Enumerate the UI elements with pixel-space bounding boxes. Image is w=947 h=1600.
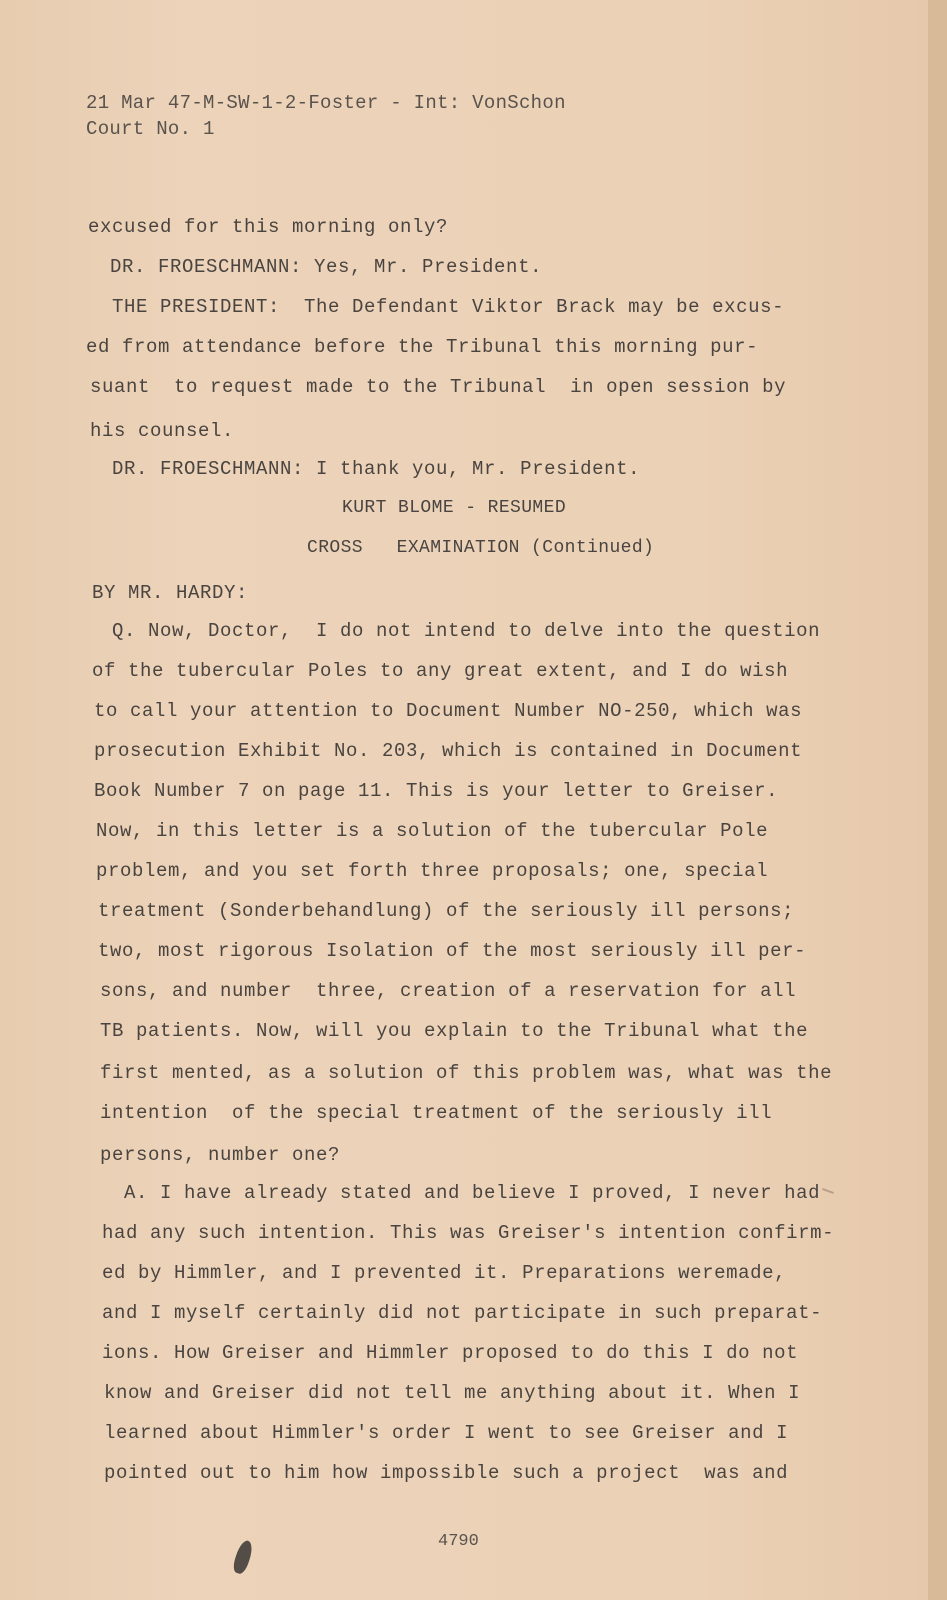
transcript-line: TB patients. Now, will you explain to the Tribunal what the <box>100 1020 809 1042</box>
header-line-2: Court No. 1 <box>86 118 215 140</box>
transcript-line: intention of the special treatment of the seriously ill <box>100 1102 773 1124</box>
transcript-line: Q. Now, Doctor, I do not intend to delve into the question <box>112 620 821 642</box>
page-edge <box>928 0 947 1600</box>
transcript-line: and I myself certainly did not participate in such preparat- <box>102 1302 823 1324</box>
transcript-line: problem, and you set forth three proposals; one, special <box>96 860 769 882</box>
transcript-line: Now, in this letter is a solution of the tubercular Pole <box>96 820 769 842</box>
transcript-line: to call your attention to Document Number NO-250, which was <box>94 700 803 722</box>
transcript-line: ed from attendance before the Tribunal this morning pur- <box>86 336 759 358</box>
transcript-line: ed by Himmler, and I prevented it. Preparations weremade, <box>102 1262 787 1284</box>
transcript-line: sons, and number three, creation of a reservation for all <box>100 980 797 1002</box>
pencil-mark <box>822 1188 834 1194</box>
transcript-line: treatment (Sonderbehandlung) of the seriously ill persons; <box>98 900 795 922</box>
transcript-line: suant to request made to the Tribunal in open session by <box>90 376 787 398</box>
transcript-line: A. I have already stated and believe I proved, I never had <box>124 1182 821 1204</box>
transcript-line: his counsel. <box>90 420 235 442</box>
section-subheading: CROSS EXAMINATION (Continued) <box>307 538 655 558</box>
transcript-line: of the tubercular Poles to any great extent, and I do wish <box>92 660 789 682</box>
transcript-line: ions. How Greiser and Himmler proposed to do this I do not <box>102 1342 799 1364</box>
ink-smudge <box>231 1539 255 1576</box>
transcript-line: BY MR. HARDY: <box>92 582 249 604</box>
transcript-line: pointed out to him how impossible such a project was and <box>104 1462 789 1484</box>
page-header <box>86 90 566 142</box>
transcript-line: two, most rigorous Isolation of the most seriously ill per- <box>98 940 807 962</box>
transcript-line: know and Greiser did not tell me anything about it. When I <box>104 1382 801 1404</box>
page-number: 4790 <box>438 1532 479 1551</box>
transcript-line: THE PRESIDENT: The Defendant Viktor Brack may be excus- <box>112 296 785 318</box>
transcript-line: first mented, as a solution of this problem was, what was the <box>100 1062 833 1084</box>
transcript-line: excused for this morning only? <box>88 216 449 238</box>
section-heading: KURT BLOME - RESUMED <box>342 498 567 518</box>
transcript-line: prosecution Exhibit No. 203, which is contained in Document <box>94 740 803 762</box>
transcript-line: Book Number 7 on page 11. This is your letter to Greiser. <box>94 780 779 802</box>
transcript-line: had any such intention. This was Greiser's intention confirm- <box>102 1222 835 1244</box>
header-line-1: 21 Mar 47-M-SW-1-2-Foster - Int: VonSchon <box>86 92 566 114</box>
transcript-line: persons, number one? <box>100 1144 341 1166</box>
transcript-line: learned about Himmler's order I went to see Greiser and I <box>104 1422 789 1444</box>
transcript-line: DR. FROESCHMANN: Yes, Mr. President. <box>110 256 543 278</box>
transcript-line: DR. FROESCHMANN: I thank you, Mr. President. <box>112 458 641 480</box>
